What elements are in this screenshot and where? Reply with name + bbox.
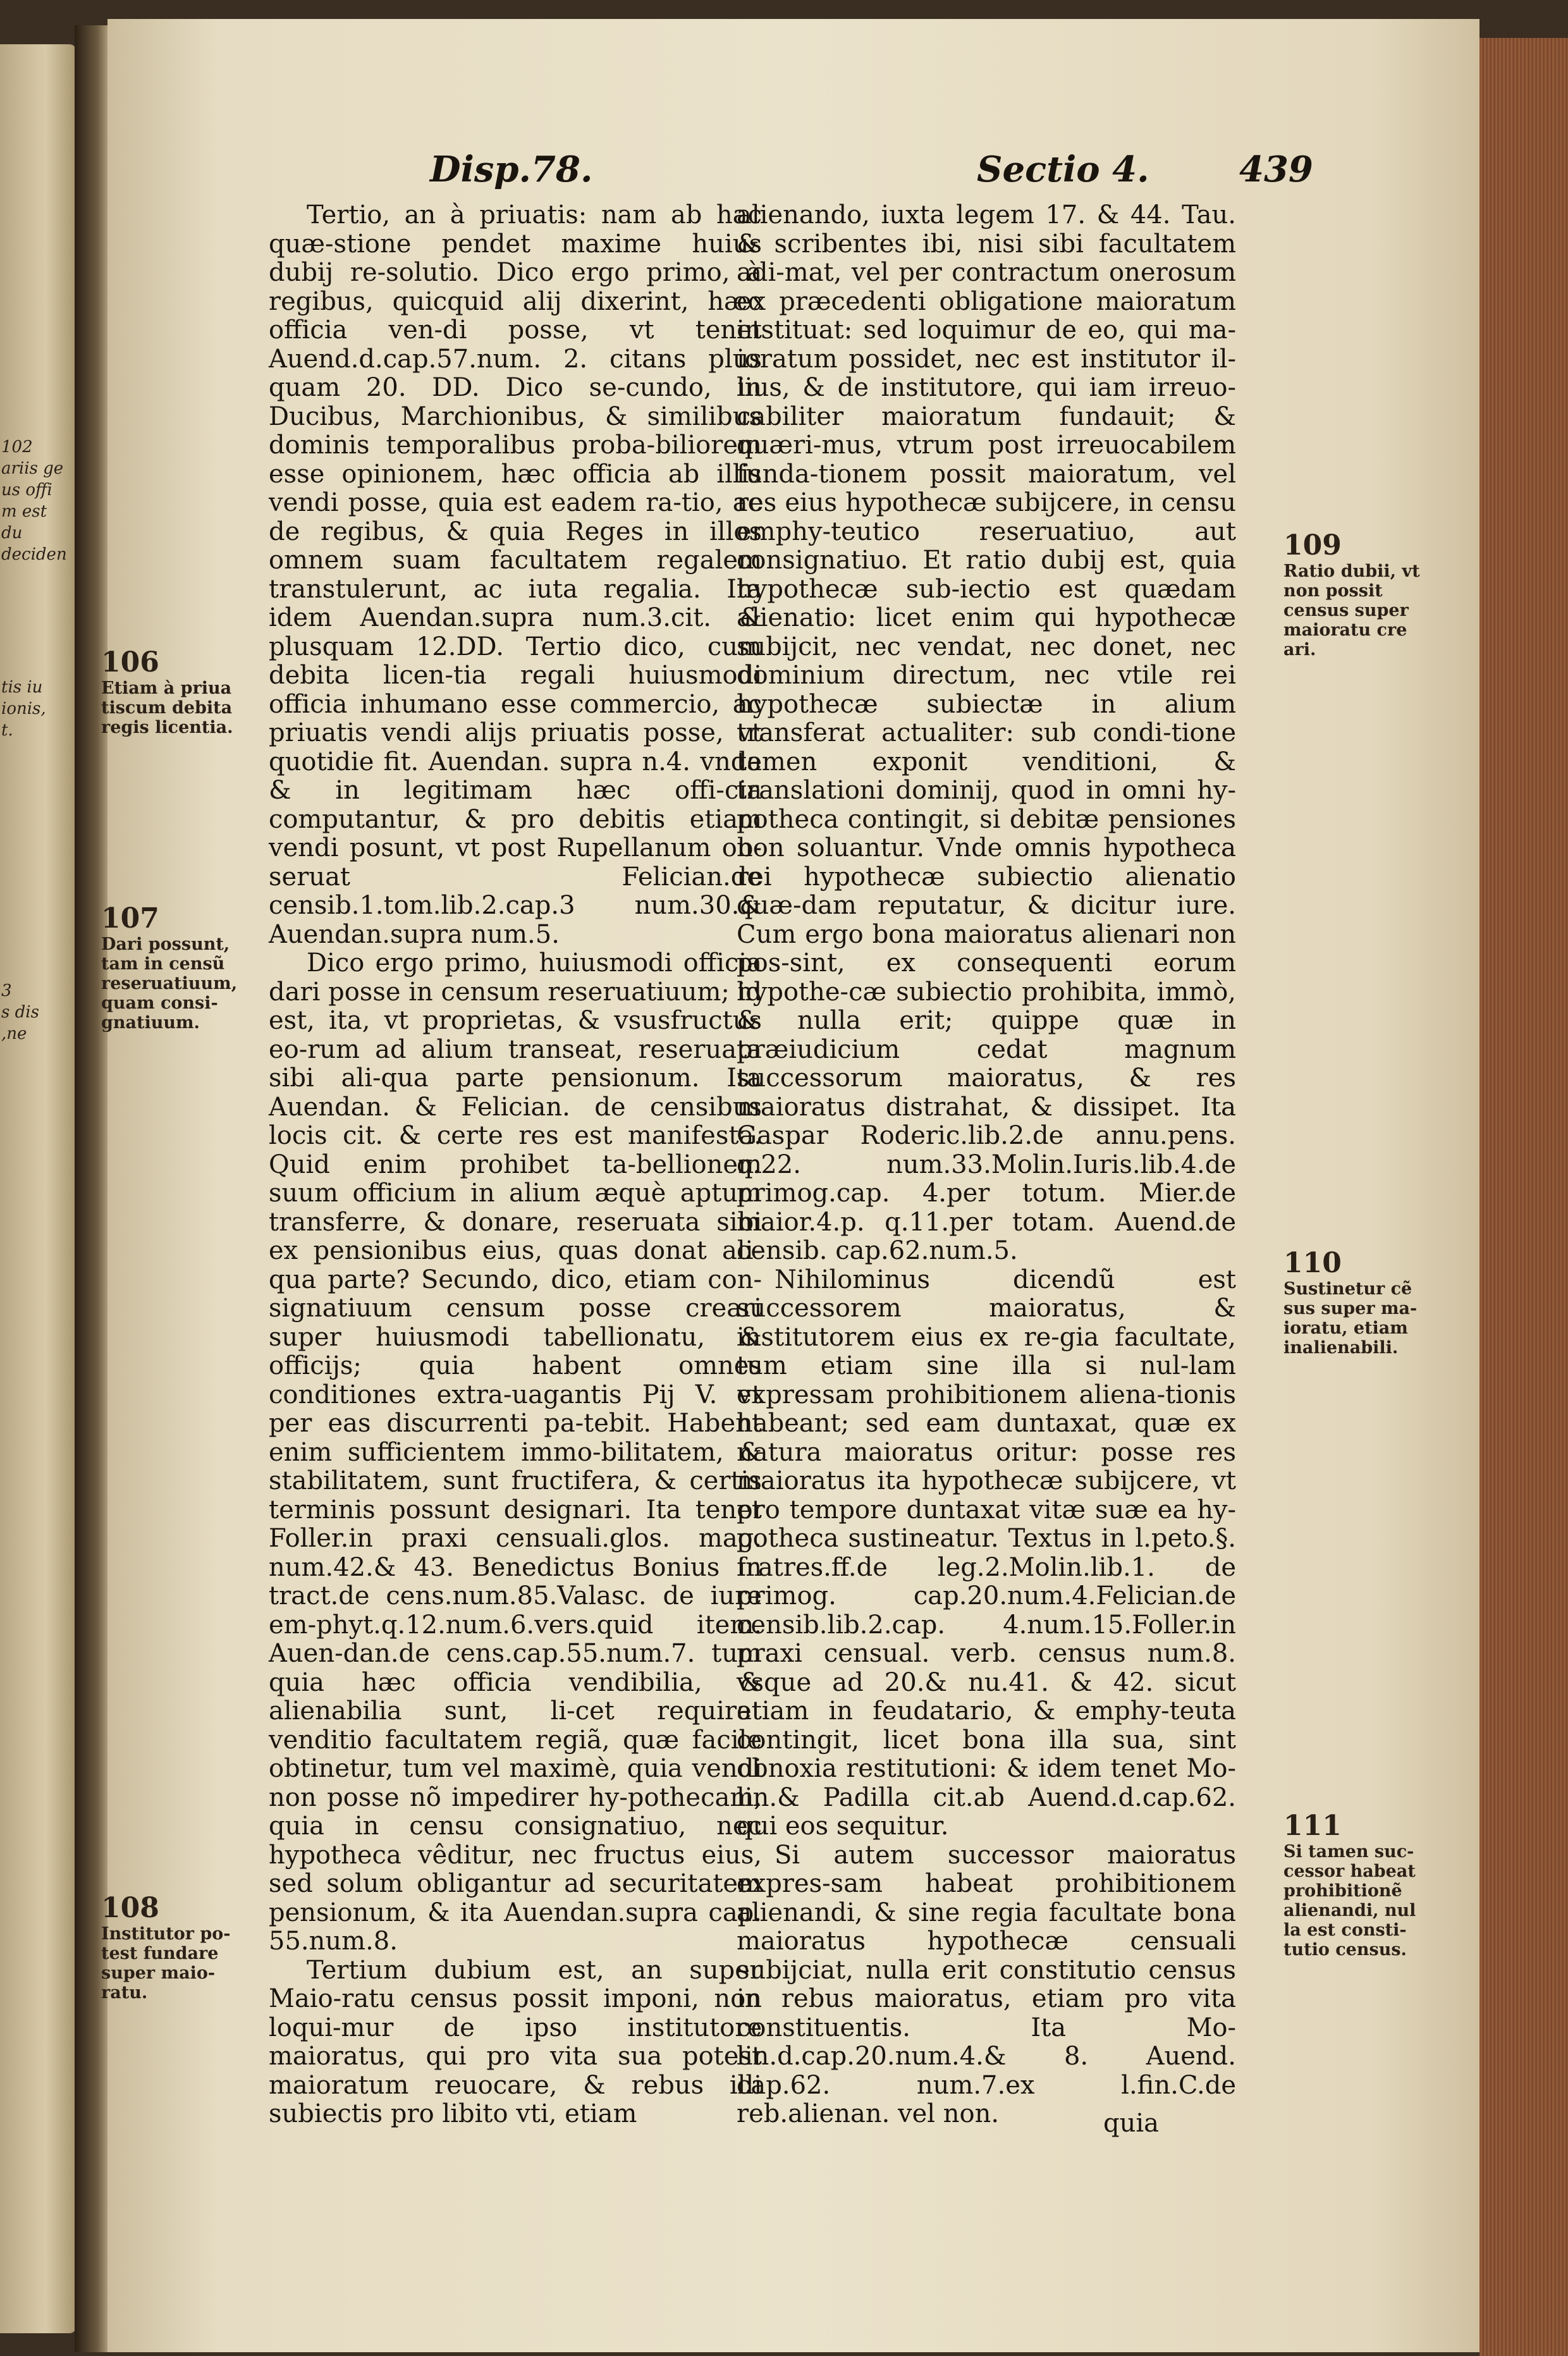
running-head-left: Disp.78. bbox=[430, 149, 593, 190]
margin-note bbox=[1283, 1249, 1429, 1358]
margin-note bbox=[1283, 531, 1429, 660]
margin-note-number: 109 bbox=[1283, 529, 1342, 561]
paragraph: Tertium dubium est, an super Maio-ratu census possit imponi, non loqui-mur de ipso institutore maioratus, qui pro vita sua potest maioratum reuocare, & rebus illi subiectis pro libito vti, etiam bbox=[269, 1955, 762, 2128]
page-edges bbox=[1479, 38, 1568, 2356]
paragraph: Dico ergo primo, huiusmodi officia dari posse in censum reseruatiuum; id est, ita, vt proprietas, & vsusfructus eo-rum ad alium transeat, reseruata sibi ali-qua parte pensionum. Ita Auendan. & Felician. de censibus locis cit. & certe res est manifesta. Quid enim prohibet ta-bellionem suum officium in alium æquè aptum transferre, & donare, reseruata sibi ex pensionibus eius, quas donat ali-qua parte? Secundo, dico, etiam con-signatiuum censum posse creari super huiusmodi tabellionatu, & officijs; quia habent omnes conditiones extra-uagantis Pij V. vt per eas discurrenti pa-tebit. Habent enim sufficientem immo-bilitatem, & stabilitatem, sunt fructifera, & certis terminis possunt designari. Ita tenet Foller.in praxi censuali.glos. mag. num.42.& 43. Benedictus Bonius in tract.de cens.num.85.Valasc. de iure em-phyt.q.12.num.6.vers.quid item. Auen-dan.de cens.cap.55.num.7. tum quia hæc officia vendibilia, & alienabilia sunt, li-cet requirat venditio facultatem regiã, quæ facile obtinetur, tum vel maximè, quia vendi non posse nõ impedirer hy-pothecam, quia in censu consignatiuo, nec hypotheca vêditur, nec fructus eius, sed solum obligantur ad securitatem pensionum, & ita Auendan.supra cap. 55.num.8. bbox=[269, 948, 762, 1956]
margin-note-text: Sustinetur cẽ sus super ma-ioratu, etiam inalienabili. bbox=[1283, 1279, 1418, 1358]
facing-page-text: tis iu ionis, t. bbox=[1, 678, 46, 740]
margin-note bbox=[101, 648, 237, 737]
paragraph: Tertio, an à priuatis: nam ab hac quæ-stione pendet maxime huius dubij re-solutio. Dico ergo primo, à regibus, quicquid alij dixerint, hæc officia ven-di posse, vt tenet Auend.d.cap.57.num. 2. citans plus quam 20. DD. Dico se-cundo, in Ducibus, Marchionibus, & similibus dominis temporalibus proba-biliorem esse opinionem, hæc officia ab illis vendi posse, quia est eadem ra-tio, ac de regibus, & quia Reges in illos omnem suam facultatem regalem transtulerunt, ac iuta regalia. Ita idem Auendan.supra num.3.cit. & plusquam 12.DD. Tertio dico, cum debita licen-tia regali huiusmodi officia inhumano esse commercio, ac priuatis vendi alijs priuatis posse, vt quotidie fit. Auendan. supra n.4. vnde & in legitimam hæc offi-cia computantur, & pro debitis etiam vendi posunt, vt post Rupellanum ob-seruat Felician.de censib.1.tom.lib.2.cap.3 num.30.& Auendan.supra num.5. bbox=[269, 200, 762, 949]
margin-note-text: Etiam à priua tiscum debita regis licentia. bbox=[101, 678, 233, 737]
text-column-left bbox=[269, 201, 762, 2129]
margin-note bbox=[1283, 1812, 1429, 1960]
margin-note bbox=[101, 1894, 237, 2003]
margin-note bbox=[101, 904, 237, 1033]
margin-note-text: Institutor po-test fundare super maio-ratu. bbox=[101, 1924, 231, 2003]
running-head-right: Sectio 4. bbox=[977, 149, 1149, 190]
text-column-right bbox=[737, 201, 1236, 2129]
paragraph: Nihilominus dicendũ est successorem maioratus, & institutorem eius ex re-gia facultate, tum etiam sine illa si nul-lam expressam prohibitionem aliena-tionis habeant; sed eam duntaxat, quæ ex natura maioratus oritur: posse res maioratus ita hypothecæ subijcere, vt pro tempore duntaxat vitæ suæ ea hy-potheca sustineatur. Textus in l.peto.§. fratres.ff.de leg.2.Molin.lib.1. de primog. cap.20.num.4.Felician.de censib.lib.2.cap. 4.num.15.Foller.in praxi censual. verb. census num.8. vsque ad 20.& nu.41. & 42. sicut etiam in feudatario, & emphy-teuta contingit, licet bona illa sua, sint obnoxia restitutioni: & idem tenet Mo-lin.& Padilla cit.ab Auend.d.cap.62. qui eos sequitur. bbox=[737, 1265, 1236, 1841]
book-gutter bbox=[75, 25, 113, 2352]
margin-note-text: Si tamen suc-cessor habeat prohibitionẽ alienandi, nul la est consti-tutio census. bbox=[1283, 1842, 1416, 1960]
facing-page-text: 102 ariis ge us offi m est du deciden bbox=[1, 438, 67, 564]
margin-note-text: Ratio dubii, vt non possit census super maioratu cre ari. bbox=[1283, 561, 1420, 660]
margin-note-number: 107 bbox=[101, 902, 159, 935]
paragraph: Si autem successor maioratus expres-sam habeat prohibitionem alienandi, & sine regia facultate bona maioratus hypothecæ censuali subijciat, nulla erit constitutio census in rebus maioratus, etiam pro vita constituentis. Ita Mo-lin.d.cap.20.num.4.& 8. Auend. cap.62. num.7.ex l.fin.C.de reb.alienan. vel non. bbox=[737, 1840, 1236, 2128]
margin-note-number: 111 bbox=[1283, 1810, 1342, 1842]
facing-page-text: 3 s dis ,ne bbox=[1, 981, 39, 1043]
margin-note-number: 106 bbox=[101, 646, 159, 678]
facing-page-fragment bbox=[0, 44, 76, 2333]
margin-note-text: Dari possunt, tam in censũ reseruatiuum, quam consi-gnatiuum. bbox=[101, 935, 238, 1033]
page-number: 439 bbox=[1239, 149, 1313, 190]
paragraph: alienando, iuxta legem 17. & 44. Tau. & scribentes ibi, nisi sibi facultatem adi-mat, vel per contractum onerosum ex præcedenti obligatione maioratum instituat: sed loquimur de eo, qui ma-ioratum possidet, nec est institutor il-lius, & de institutore, qui iam irreuo-cabiliter maioratum fundauit; & quæri-mus, vtrum post irreuocabilem funda-tionem possit maioratum, vel res eius hypothecæ subijcere, in censu emphy-teutico reseruatiuo, aut consignatiuo. Et ratio dubij est, quia hypothecæ sub-iectio est quædam alienatio: licet enim qui hypothecæ subijcit, nec vendat, nec donet, nec dominium directum, nec vtile rei hypothecæ subiectæ in alium transferat actualiter: sub condi-tione tamen exponit venditioni, & translationi dominij, quod in omni hy-potheca contingit, si debitæ pensiones non soluantur. Vnde omnis hypotheca rei hypothecæ subiectio alienatio quæ-dam reputatur, & dicitur iure. Cum ergo bona maioratus alienari non pos-sint, ex consequenti eorum hypothe-cæ subiectio prohibita, immò, & nulla erit; quippe quæ in præiudicium cedat magnum successorum maioratus, & res maioratus distrahat, & dissipet. Ita Gaspar Roderic.lib.2.de annu.pens. q.22. num.33.Molin.Iuris.lib.4.de primog.cap. 4.per totum. Mier.de maior.4.p. q.11.per totam. Auend.de censib. cap.62.num.5. bbox=[737, 200, 1236, 1265]
margin-note-number: 110 bbox=[1283, 1247, 1342, 1279]
margin-note-number: 108 bbox=[101, 1892, 159, 1924]
catchword: quia bbox=[1103, 2109, 1160, 2138]
